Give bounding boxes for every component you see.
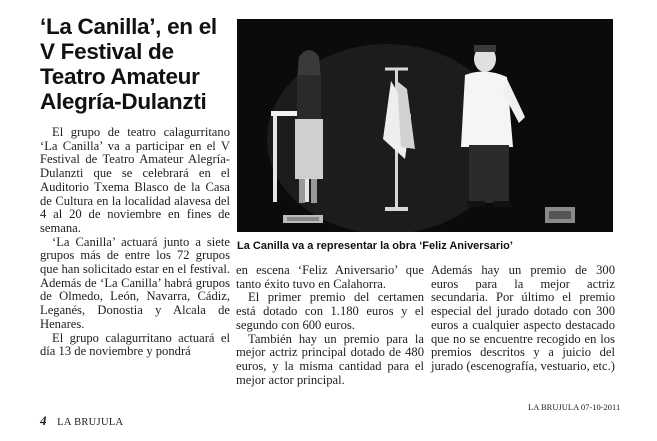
paragraph: Además hay un premio de 300 euros para la mejor actriz secundaria. Por último el premio especial del jurado dotado con 300 euros a cualquier aspecto destacado que no se encuentre recogido en los premios descritos y a juicio del jurado (escenografía, vestuario, etc.) [431,263,615,373]
paragraph: También hay un premio para la mejor actriz principal dotado de 480 euros, y la misma cantidad para el mejor actor principal. [236,331,424,387]
page-footer [40,413,123,429]
paragraph: El grupo de teatro calagurritano ‘La Canilla’ va a participar en el V Festival de Teatro Amateur Alegría-Dulanzti que se celebrará en el Auditorio Txema Blasco de la Casa de Cultura en la localidad alavesa del 4 al 20 de noviembre en fines de semana. [40,125,230,235]
paragraph: El primer premio del certamen está dotado con 1.180 euros y el segundo con 600 euros. [236,290,424,332]
paragraph: El grupo calagurritano actuará el día 13 de noviembre y pondrá [40,330,230,359]
article-column-2 [236,264,424,387]
page-number: 4 [40,413,47,428]
article-signature: LA BRUJULA 07-10-2011 [528,402,621,412]
photo-caption: La Canilla va a representar la obra ‘Feliz Aniversario’ [237,240,513,252]
article-column-1 [40,126,230,359]
article-headline: ‘La Canilla’, en el V Festival de Teatro Amateur Alegría-Dulanzti [40,14,217,114]
paragraph: ‘La Canilla’ actuará junto a siete grupos más de entre los 72 grupos que han solicitado estar en el festival. Además de ‘La Canilla’ habrá grupos de Olmedo, León, Navarra, Cádiz, Leganés, Donostia y Alcala de Henares. [40,234,230,331]
publication-name: LA BRUJULA [57,417,124,428]
article-column-3 [431,264,615,374]
article-photo [237,19,613,232]
paragraph: en escena ‘Feliz Aniversario’ que tanto éxito tuvo en Calahorra. [236,263,424,291]
